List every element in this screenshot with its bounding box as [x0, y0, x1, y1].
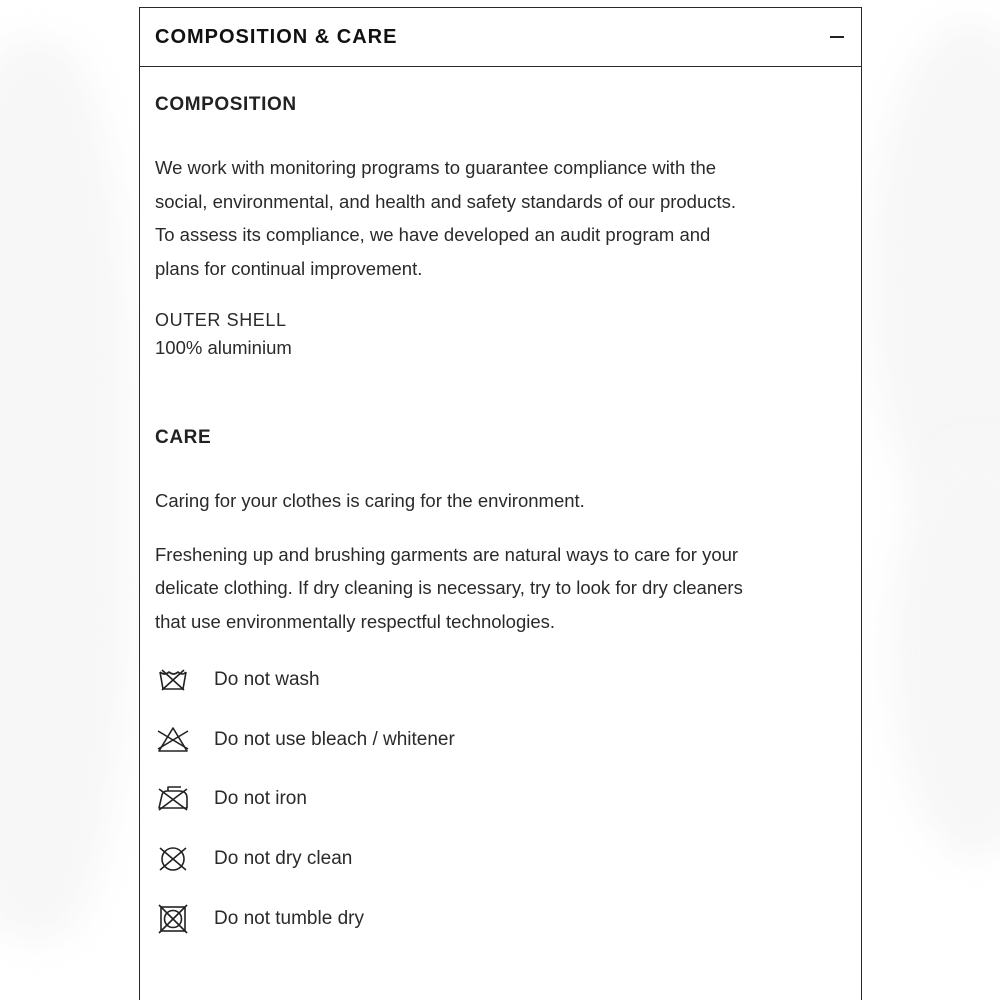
accordion-body: [140, 94, 861, 937]
background-shade-left: [0, 40, 130, 940]
care-line: that use environmentally respectful technologies.: [155, 610, 556, 632]
do-not-dry-clean-icon: [155, 841, 191, 877]
minus-icon[interactable]: [829, 29, 845, 45]
do-not-iron-icon: [155, 781, 191, 817]
composition-line: To assess its compliance, we have developed an audit program and: [155, 224, 711, 245]
care-intro: Caring for your clothes is caring for the environment.: [155, 490, 585, 511]
care-description: [155, 538, 846, 639]
accordion-header[interactable]: [140, 8, 861, 67]
care-line: Freshening up and brushing garments are natural ways to care for your: [155, 543, 739, 565]
care-instruction-label: Do not tumble dry: [214, 907, 364, 929]
composition-line: social, environmental, and health and safety standards of our products.: [155, 190, 737, 212]
do-not-tumble-dry-icon: [155, 901, 191, 937]
care-instruction-label: Do not dry clean: [214, 848, 353, 870]
care-instructions-list: [155, 662, 846, 937]
care-instruction-row: [155, 662, 846, 698]
background-shade-right-bottom: [890, 440, 1000, 860]
care-instruction-label: Do not iron: [214, 788, 307, 810]
composition-heading: COMPOSITION: [155, 94, 297, 115]
outer-shell-value: 100% aluminium: [155, 337, 292, 358]
care-instruction-row: [155, 901, 846, 937]
care-heading: CARE: [155, 427, 212, 448]
care-instruction-row: [155, 781, 846, 817]
care-line: delicate clothing. If dry cleaning is necessary, try to look for dry cleaners: [155, 577, 743, 598]
composition-care-panel: [139, 7, 862, 1000]
accordion-title: COMPOSITION & CARE: [155, 25, 398, 48]
composition-line: plans for continual improvement.: [155, 257, 423, 279]
care-instruction-label: Do not wash: [214, 669, 320, 690]
do-not-wash-icon: [155, 662, 191, 698]
outer-shell-label: OUTER SHELL: [155, 310, 287, 330]
composition-line: We work with monitoring programs to guarantee compliance with the: [155, 157, 717, 178]
do-not-bleach-icon: [155, 722, 191, 758]
care-instruction-row: [155, 722, 846, 758]
care-instruction-label: Do not use bleach / whitener: [214, 728, 455, 750]
care-instruction-row: [155, 841, 846, 877]
composition-description: [155, 151, 846, 285]
